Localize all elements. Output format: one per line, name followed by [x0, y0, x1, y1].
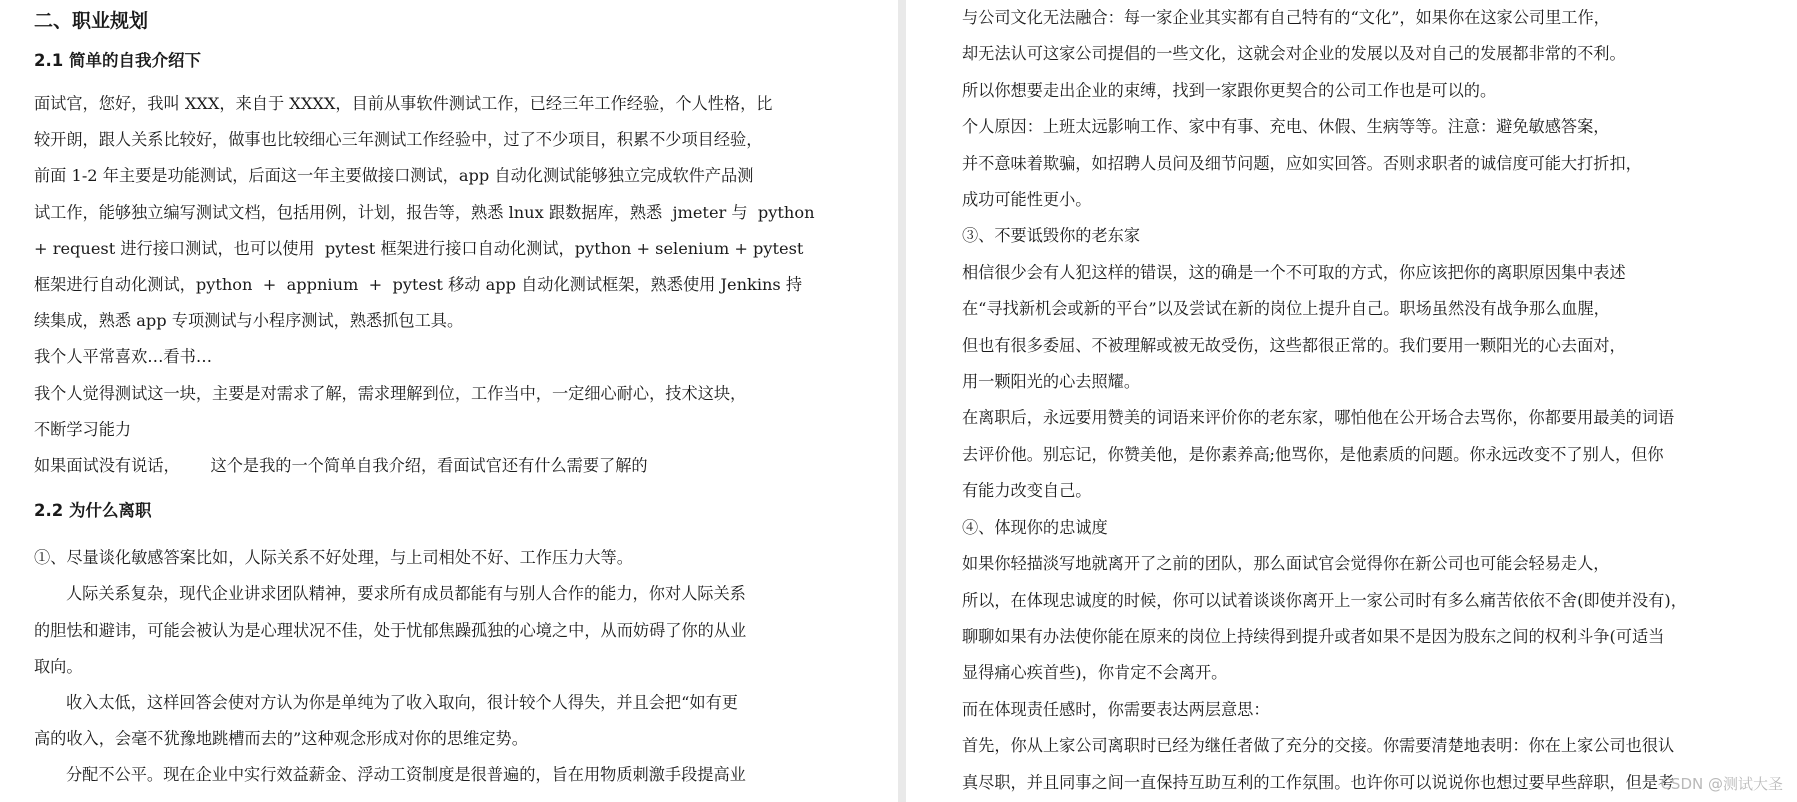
- subsection-heading-why-leave: 2.2 为什么离职: [34, 501, 152, 521]
- text-line: 并不意味着欺骗，如招聘人员问及细节问题，应如实回答。否则求职者的诚信度可能大打折扣，: [962, 153, 1642, 173]
- text-line: 试工作，能够独立编写测试文档，包括用例，计划，报告等，熟悉 lnux 跟数据库，熟悉 jmeter 与 python: [34, 202, 815, 222]
- text-line: 不断学习能力: [34, 419, 132, 439]
- text-line: 个人原因：上班太远影响工作、家中有事、充电、休假、生病等等。注意：避免敏感答案，: [962, 117, 1610, 137]
- text-line: 成功可能性更小。: [962, 190, 1092, 210]
- text-line: 聊聊如果有办法使你能在原来的岗位上持续得到提升或者如果不是因为股东之间的权利斗争(可适当: [962, 626, 1665, 646]
- text-line: 用一颗阳光的心去照耀。: [962, 372, 1141, 392]
- text-line: 与公司文化无法融合：每一家企业其实都有自己特有的“文化”，如果你在这家公司里工作，: [962, 8, 1610, 27]
- text-line: 显得痛心疾首些)，你肯定不会离开。: [962, 663, 1228, 683]
- text-line: 却无法认可这家公司提倡的一些文化，这就会对企业的发展以及对自己的发展都非常的不利。: [962, 44, 1626, 64]
- text-line: 真尽职，并且同事之间一直保持互助互利的工作氛围。也许你可以说说你也想过要早些辞职，但是考: [962, 772, 1675, 792]
- text-line: 面试官，您好，我叫 XXX，来自于 XXXX，目前从事软件测试工作，已经三年工作经验，个人性格，比: [34, 94, 773, 113]
- text-line: + request 进行接口测试，也可以使用 pytest 框架进行接口自动化测试，python + selenium + pytest: [34, 238, 804, 258]
- text-line: 人际关系复杂，现代企业讲求团队精神，要求所有成员都能有与别人合作的能力，你对人际关系: [66, 584, 746, 604]
- text-line: 取向。: [34, 656, 83, 676]
- text-line: 有能力改变自己。: [962, 481, 1092, 501]
- section-heading: 二、职业规划: [34, 10, 149, 32]
- text-line: 所以，在体现忠诚度的时候，你可以试着谈谈你离开上一家公司时有多么痛苦依依不舍(即使并没有)，: [962, 590, 1687, 610]
- document-page-right: [906, 0, 1797, 802]
- text-line: 高的收入，会毫不犹豫地跳槽而去的”这种观念形成对你的思维定势。: [34, 729, 528, 749]
- page-divider: [898, 0, 906, 802]
- text-line: 去评价他。别忘记，你赞美他，是你素养高;他骂你，是他素质的问题。你永远改变不了别人，但你: [962, 444, 1664, 464]
- text-line: 我个人觉得测试这一块，主要是对需求了解，需求理解到位，工作当中，一定细心耐心，技术这块，: [34, 383, 747, 403]
- text-line: 在“寻找新机会或新的平台”以及尝试在新的岗位上提升自己。职场虽然没有战争那么血腥，: [962, 299, 1610, 319]
- relation-paragraph: [34, 576, 898, 685]
- hobby-line: 我个人平常喜欢…看书…: [34, 347, 213, 367]
- view-paragraph: [34, 376, 898, 448]
- text-line: 的胆怯和避讳，可能会被认为是心理状况不佳，处于忧郁焦躁孤独的心境之中，从而妨碍了你的从业: [34, 620, 747, 640]
- subsection-heading-self-intro: 2.1 简单的自我介绍下: [34, 51, 201, 70]
- unfair-paragraph: [34, 757, 898, 793]
- text-line: 但也有很多委屈、不被理解或被无故受伤，这些都很正常的。我们要用一颗阳光的心去面对，: [962, 335, 1626, 355]
- csdn-watermark: CSDN @测试大圣: [1660, 775, 1783, 793]
- text-line: 在离职后，永远要用赞美的词语来评价你的老东家，哪怕他在公开场合去骂你，你都要用最美的词语: [962, 408, 1675, 428]
- income-paragraph: [34, 685, 898, 757]
- text-line: 收入太低，这样回答会使对方认为你是单纯为了收入取向，很计较个人得失，并且会把“如有更: [66, 693, 738, 713]
- text-line: 相信很少会有人犯这样的错误，这的确是一个不可取的方式，你应该把你的离职原因集中表述: [962, 262, 1626, 282]
- list-item-3-heading: ③、不要诋毁你的老东家: [962, 226, 1141, 246]
- text-line: 前面 1-2 年主要是功能测试，后面这一年主要做接口测试，app 自动化测试能够独立完成软件产品测: [34, 166, 754, 186]
- text-line: 所以你想要走出企业的束缚，找到一家跟你更契合的公司工作也是可以的。: [962, 80, 1497, 100]
- text-line: 如果你轻描淡写地就离开了之前的团队，那么面试官会觉得你在新公司也可能会轻易走人，: [962, 554, 1610, 574]
- document-page-left: [0, 0, 898, 802]
- text-line: 分配不公平。现在企业中实行效益薪金、浮动工资制度是很普遍的，旨在用物质刺激手段提高业: [66, 765, 746, 785]
- text-line: 续集成，熟悉 app 专项测试与小程序测试，熟悉抓包工具。: [34, 311, 464, 331]
- intro-paragraph: [34, 86, 898, 339]
- list-item-4-heading: ④、体现你的忠诚度: [962, 517, 1108, 537]
- list-item-1: ①、尽量谈化敏感答案比如，人际关系不好处理，与上司相处不好、工作压力大等。: [34, 548, 633, 568]
- closing-line: 如果面试没有说话， 这个是我的一个简单自我介绍，看面试官还有什么需要了解的: [34, 456, 648, 476]
- text-line: 较开朗，跟人关系比较好，做事也比较细心三年测试工作经验中，过了不少项目，积累不少项目经验，: [34, 130, 763, 150]
- text-line: 首先，你从上家公司离职时已经为继任者做了充分的交接。你需要清楚地表明：你在上家公司也很认: [962, 736, 1675, 756]
- text-line: 而在体现责任感时，你需要表达两层意思：: [962, 699, 1270, 719]
- text-line: 框架进行自动化测试，python + appnium + pytest 移动 app 自动化测试框架，熟悉使用 Jenkins 持: [34, 275, 803, 295]
